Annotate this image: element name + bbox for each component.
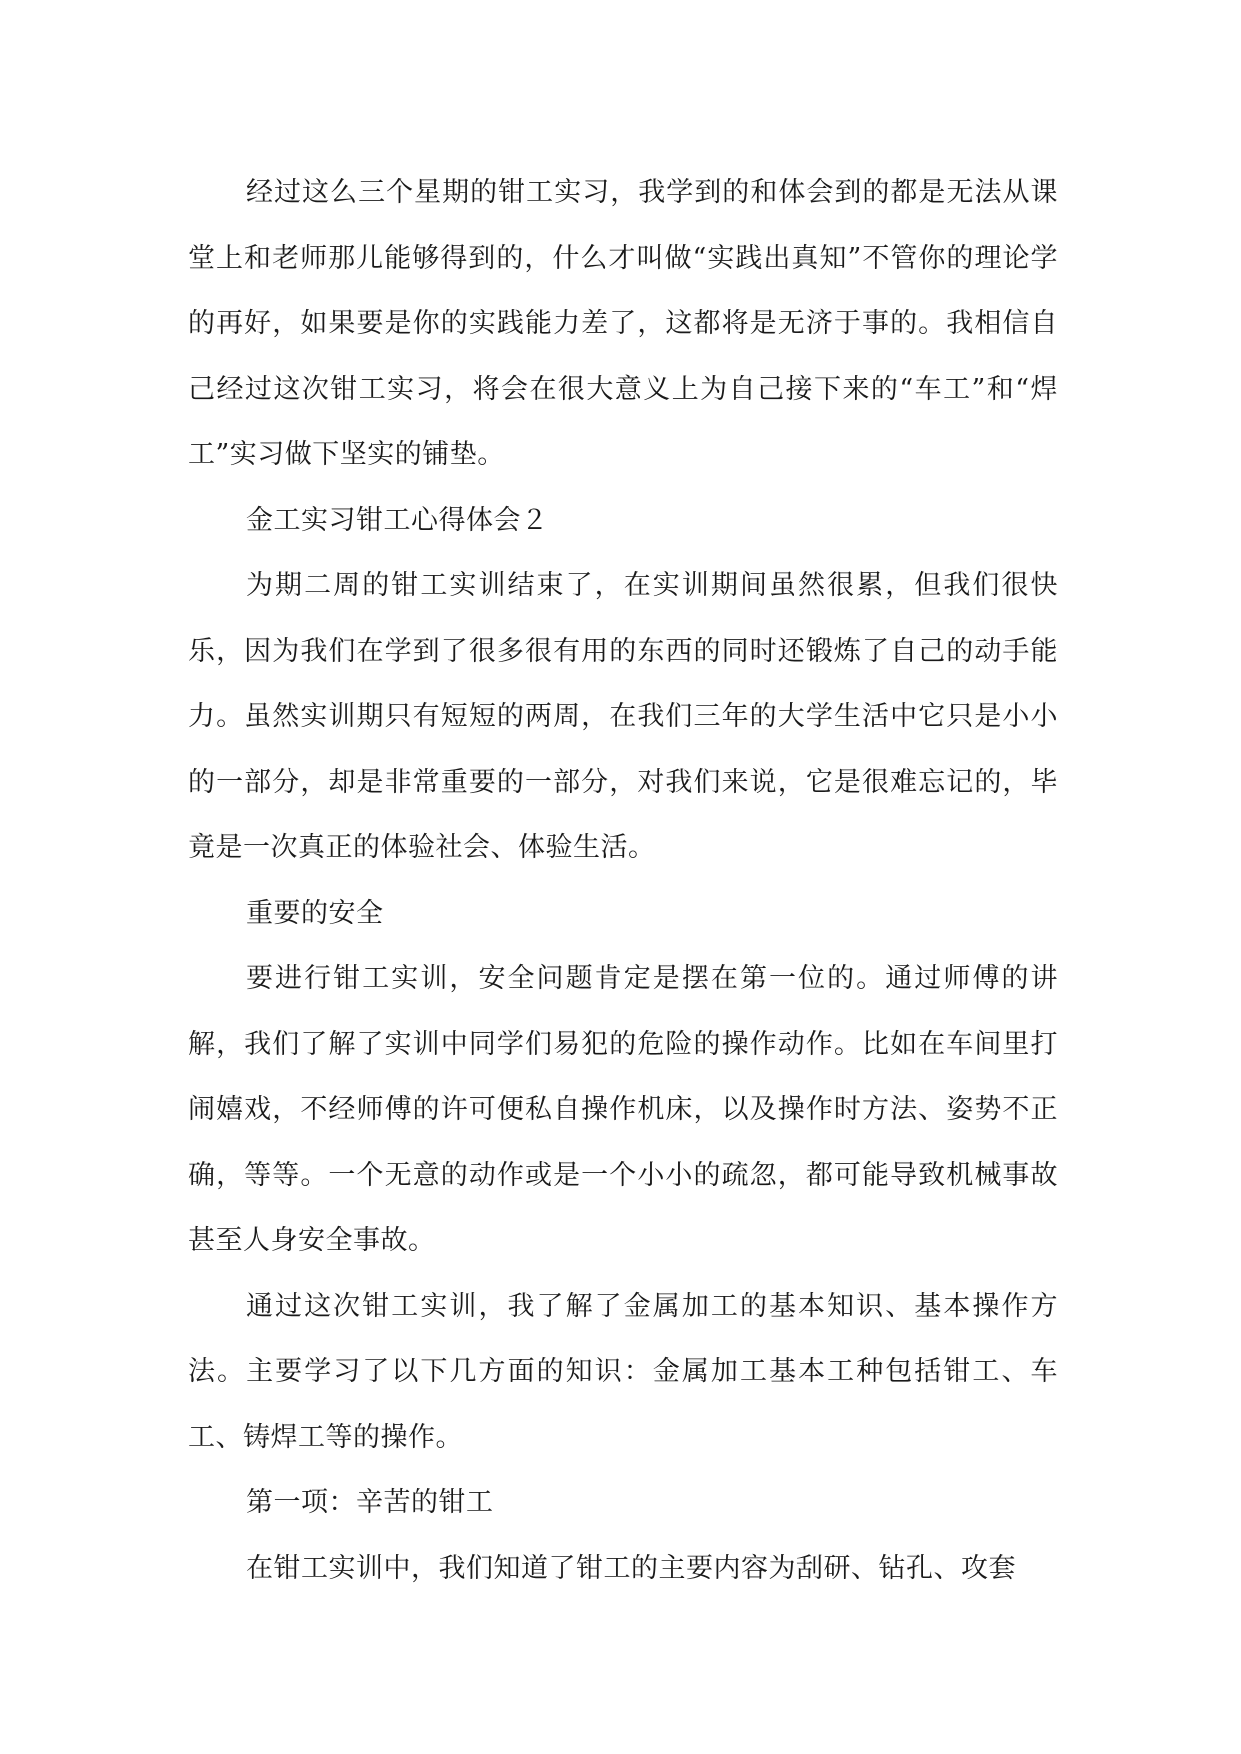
document-body [188, 160, 1058, 1601]
section-title-experience-2: 金工实习钳工心得体会２ [246, 504, 549, 536]
section-title-safety: 重要的安全 [246, 897, 384, 929]
paragraph-training-intro: 为期二周的钳工实训结束了，在实训期间虽然很累，但我们很快乐，因为我们在学到了很多很有用的东西的同时还锻炼了自己的动手能力。虽然实训期只有短短的两周，在我们三年的大学生活中它只是小小的一部分，却是非常重要的一部分，对我们来说，它是很难忘记的，毕竟是一次真正的体验社会、体验生活。 [188, 570, 1058, 863]
paragraph-practice-summary: 经过这么三个星期的钳工实习，我学到的和体会到的都是无法从课堂上和老师那儿能够得到的，什么才叫做“实践出真知”不管你的理论学的再好，如果要是你的实践能力差了，这都将是无济于事的。我相信自己经过这次钳工实习，将会在很大意义上为自己接下来的“车工”和“焊工”实习做下坚实的铺垫。 [188, 177, 1058, 470]
paragraph-metalwork-knowledge: 通过这次钳工实训，我了解了金属加工的基本知识、基本操作方法。主要学习了以下几方面的知识：金属加工基本工种包括钳工、车工、铸焊工等的操作。 [188, 1290, 1058, 1453]
paragraph-safety: 要进行钳工实训，安全问题肯定是摆在第一位的。通过师傅的讲解，我们了解了实训中同学们易犯的危险的操作动作。比如在车间里打闹嬉戏，不经师傅的许可便私自操作机床，以及操作时方法、姿势不正确，等等。一个无意的动作或是一个小小的疏忽，都可能导致机械事故甚至人身安全事故。 [188, 963, 1058, 1256]
paragraph-fitter-content: 在钳工实训中，我们知道了钳工的主要内容为刮研、钻孔、攻套 [246, 1552, 1016, 1584]
section-title-fitter: 第一项：辛苦的钳工 [246, 1487, 494, 1518]
